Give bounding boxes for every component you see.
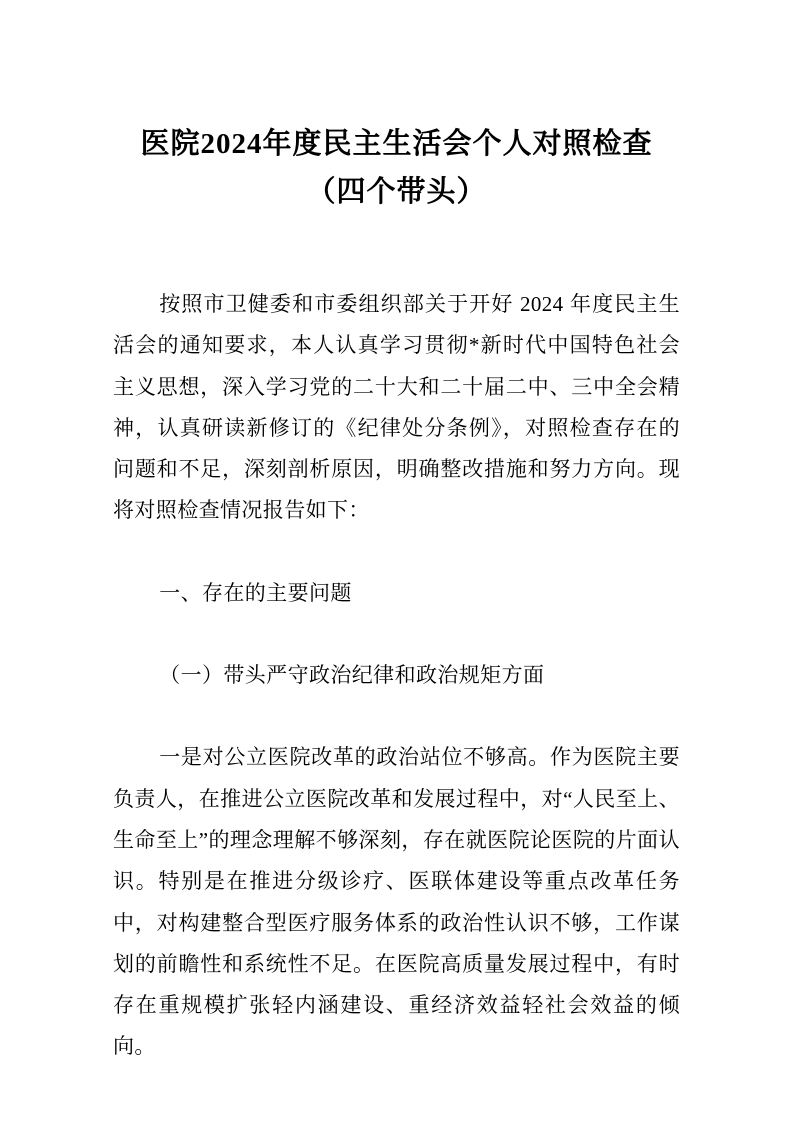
- body-paragraph-hospital-reform: 一是对公立医院改革的政治站位不够高。作为医院主要负责人，在推进公立医院改革和发展过程中，对“人民至上、生命至上”的理念理解不够深刻，存在就医院论医院的片面认识。特别是在推进分级诊疗、医联体建设等重点改革任务中，对构建整合型医疗服务体系的政治性认识不够，工作谋划的前瞻性和系统性不足。在医院高质量发展过程中，有时存在重规模扩张轻内涵建设、重经济效益轻社会效益的倾向。: [113, 745, 680, 1059]
- document-title: 医院2024年度民主生活会个人对照检查（四个带头）: [140, 128, 653, 208]
- intro-paragraph: 按照市卫健委和市委组织部关于开好 2024 年度民主生活会的通知要求，本人认真学习贯彻*新时代中国特色社会主义思想，深入学习党的二十大和二十届二中、三中全会精神，认真研读新修订的《纪律处分条例》，对照检查存在的问题和不足，深刻剖析原因，明确整改措施和努力方向。现将对照检查情况报告如下：: [113, 292, 680, 523]
- section-heading-main-problems: 一、存在的主要问题: [159, 580, 352, 605]
- subsection-heading-political-discipline: （一）带头严守政治纪律和政治规矩方面: [159, 663, 545, 688]
